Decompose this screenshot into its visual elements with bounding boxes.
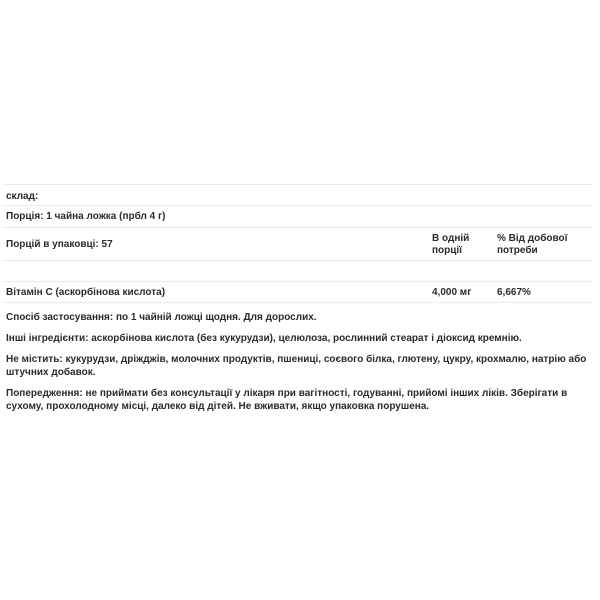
usage-note: Спосіб застосування: по 1 чайній ложці щодня. Для дорослих. [6, 312, 317, 323]
table-title: склад: [6, 191, 39, 202]
warning-note: Попередження: не приймати без консультації у лікаря при вагітності, годуванні, прийомі інших ліків. Зберігати в сухому, прохолодному місці, далеко від дітей. Не вживати, якщо упаковка порушена. [6, 388, 568, 412]
free-of-note: Не містить: кукурудзи, дріжджів, молочних продуктів, пшениці, соєвого білка, глютену, цукру, крохмалю, натрію або штучних добавок. [6, 354, 587, 378]
other-ingredients-note: Інші інгредієнти: аскорбінова кислота (без кукурудзи), целюлоза, рослинний стеарат і діоксид кремнію. [6, 333, 522, 344]
serving-size: Порція: 1 чайна ложка (прбл 4 г) [6, 211, 166, 222]
serving-size-row [2, 205, 592, 227]
daily-value-header: % Від добової потреби [497, 233, 568, 256]
nutrient-row [2, 281, 592, 303]
amount-per-serving-header: В одній порції [432, 233, 470, 256]
header-row [2, 227, 592, 260]
product-notes [6, 311, 591, 421]
nutrient-daily-value: 6,667% [497, 287, 531, 298]
nutrient-amount: 4,000 мг [432, 287, 472, 298]
nutrient-name: Вітамін С (аскорбінова кислота) [6, 287, 166, 298]
servings-per-container: Порцій в упаковці: 57 [6, 239, 113, 250]
supplement-facts-table [2, 184, 592, 303]
table-title-row [2, 184, 592, 205]
spacer-row [2, 260, 592, 281]
